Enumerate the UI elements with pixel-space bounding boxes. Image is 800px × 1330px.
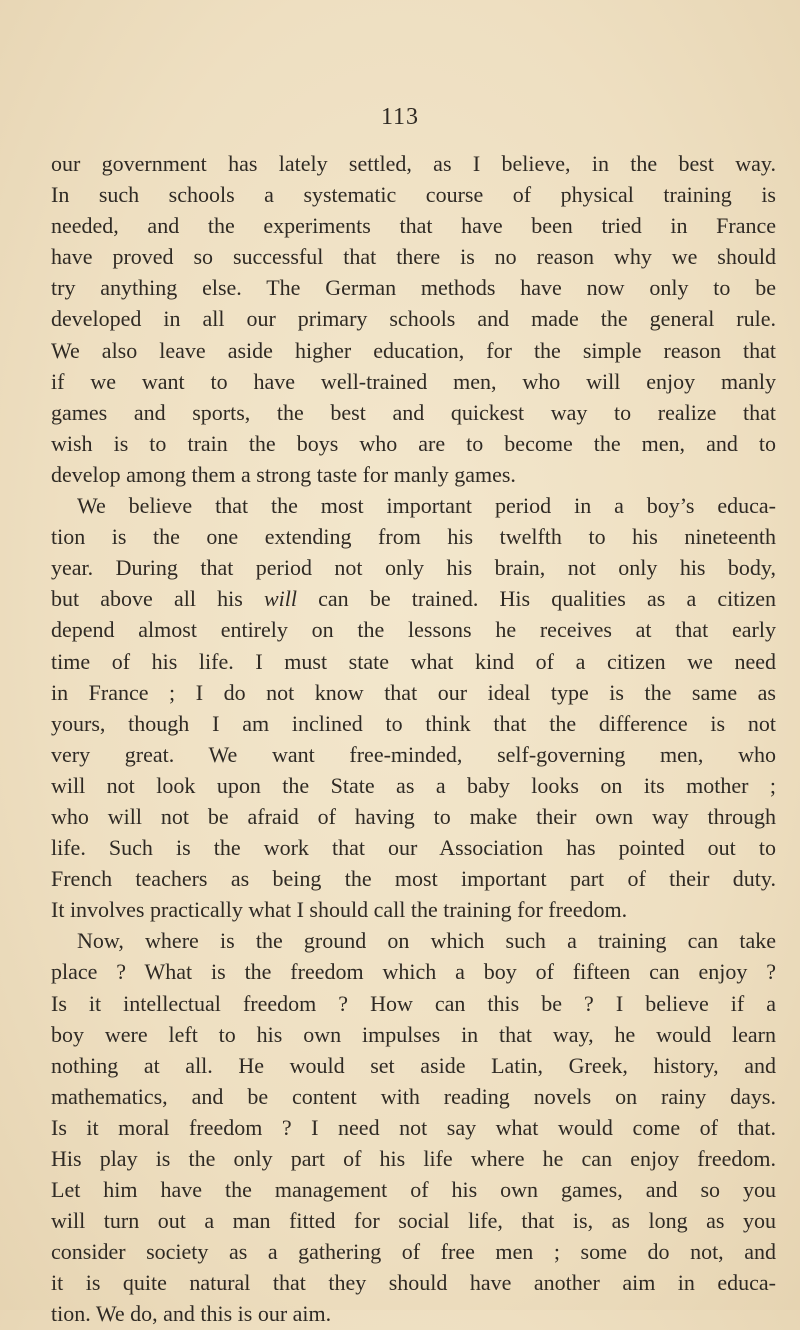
text-line: time of his life. I must state what kind of a citizen we need <box>51 648 776 674</box>
text-line: in France ; I do not know that our ideal type is the same as <box>51 679 776 705</box>
text-line: developed in all our primary schools and made the general rule. <box>51 306 776 332</box>
text-line: boy were left to his own impulses in that way, he would learn <box>51 1021 776 1047</box>
text-line: depend almost entirely on the lessons he receives at that early <box>51 617 776 643</box>
text-fragment: can be trained. His qualities as a citizen <box>318 586 777 612</box>
text-line: wish is to train the boys who are to become the men, and to <box>51 430 776 456</box>
text-line: We believe that the most important period in a boy’s educa- <box>77 493 776 519</box>
text-line: year. During that period not only his brain, not only his body, <box>51 555 776 581</box>
text-line: tion. We do, and this is our aim. <box>51 1301 332 1327</box>
text-line: have proved so successful that there is no reason why we should <box>51 244 776 270</box>
text-fragment: but above all his <box>51 586 243 612</box>
text-line: Is it intellectual freedom ? How can this be ? I believe if a <box>51 990 776 1016</box>
text-line-with-emphasis <box>51 583 776 614</box>
text-line: very great. We want free-minded, self-governing men, who <box>51 741 776 767</box>
text-line: if we want to have well-trained men, who will enjoy manly <box>51 368 776 394</box>
text-line: We also leave aside higher education, for the simple reason that <box>51 337 776 363</box>
text-line: needed, and the experiments that have been tried in France <box>51 213 776 239</box>
text-line: it is quite natural that they should have another aim in educa- <box>51 1270 776 1296</box>
text-line: our government has lately settled, as I believe, in the best way. <box>51 151 776 176</box>
text-line: yours, though I am inclined to think that the difference is not <box>51 710 776 736</box>
text-line: It involves practically what I should call the training for freedom. <box>51 897 628 923</box>
text-line: who will not be afraid of having to make their own way through <box>51 803 776 829</box>
text-line: His play is the only part of his life where he can enjoy freedom. <box>51 1146 776 1171</box>
text-line: will turn out a man fitted for social life, that is, as long as you <box>51 1208 776 1234</box>
text-line: Let him have the management of his own games, and so you <box>51 1177 776 1203</box>
emphasized-word: will <box>263 586 297 612</box>
text-line: French teachers as being the most important part of their duty. <box>51 866 776 892</box>
text-line: nothing at all. He would set aside Latin, Greek, history, and <box>51 1052 776 1078</box>
text-line: develop among them a strong taste for manly games. <box>51 461 516 487</box>
body-text <box>51 148 776 1330</box>
text-line: In such schools a systematic course of physical training is <box>51 182 776 208</box>
text-line: games and sports, the best and quickest way to realize that <box>51 399 776 425</box>
text-line: consider society as a gathering of free men ; some do not, and <box>51 1239 776 1265</box>
text-line: try anything else. The German methods have now only to be <box>51 275 776 301</box>
text-line: will not look upon the State as a baby looks on its mother ; <box>51 772 776 798</box>
text-line: mathematics, and be content with reading novels on rainy days. <box>51 1083 776 1109</box>
page-number: 113 <box>380 104 420 130</box>
text-line: place ? What is the freedom which a boy of fifteen can enjoy ? <box>51 959 776 985</box>
text-line: life. Such is the work that our Association has pointed out to <box>51 835 776 861</box>
text-line: tion is the one extending from his twelfth to his nineteenth <box>51 524 776 550</box>
text-line: Now, where is the ground on which such a training can take <box>77 928 776 954</box>
text-line: Is it moral freedom ? I need not say what would come of that. <box>51 1114 776 1140</box>
